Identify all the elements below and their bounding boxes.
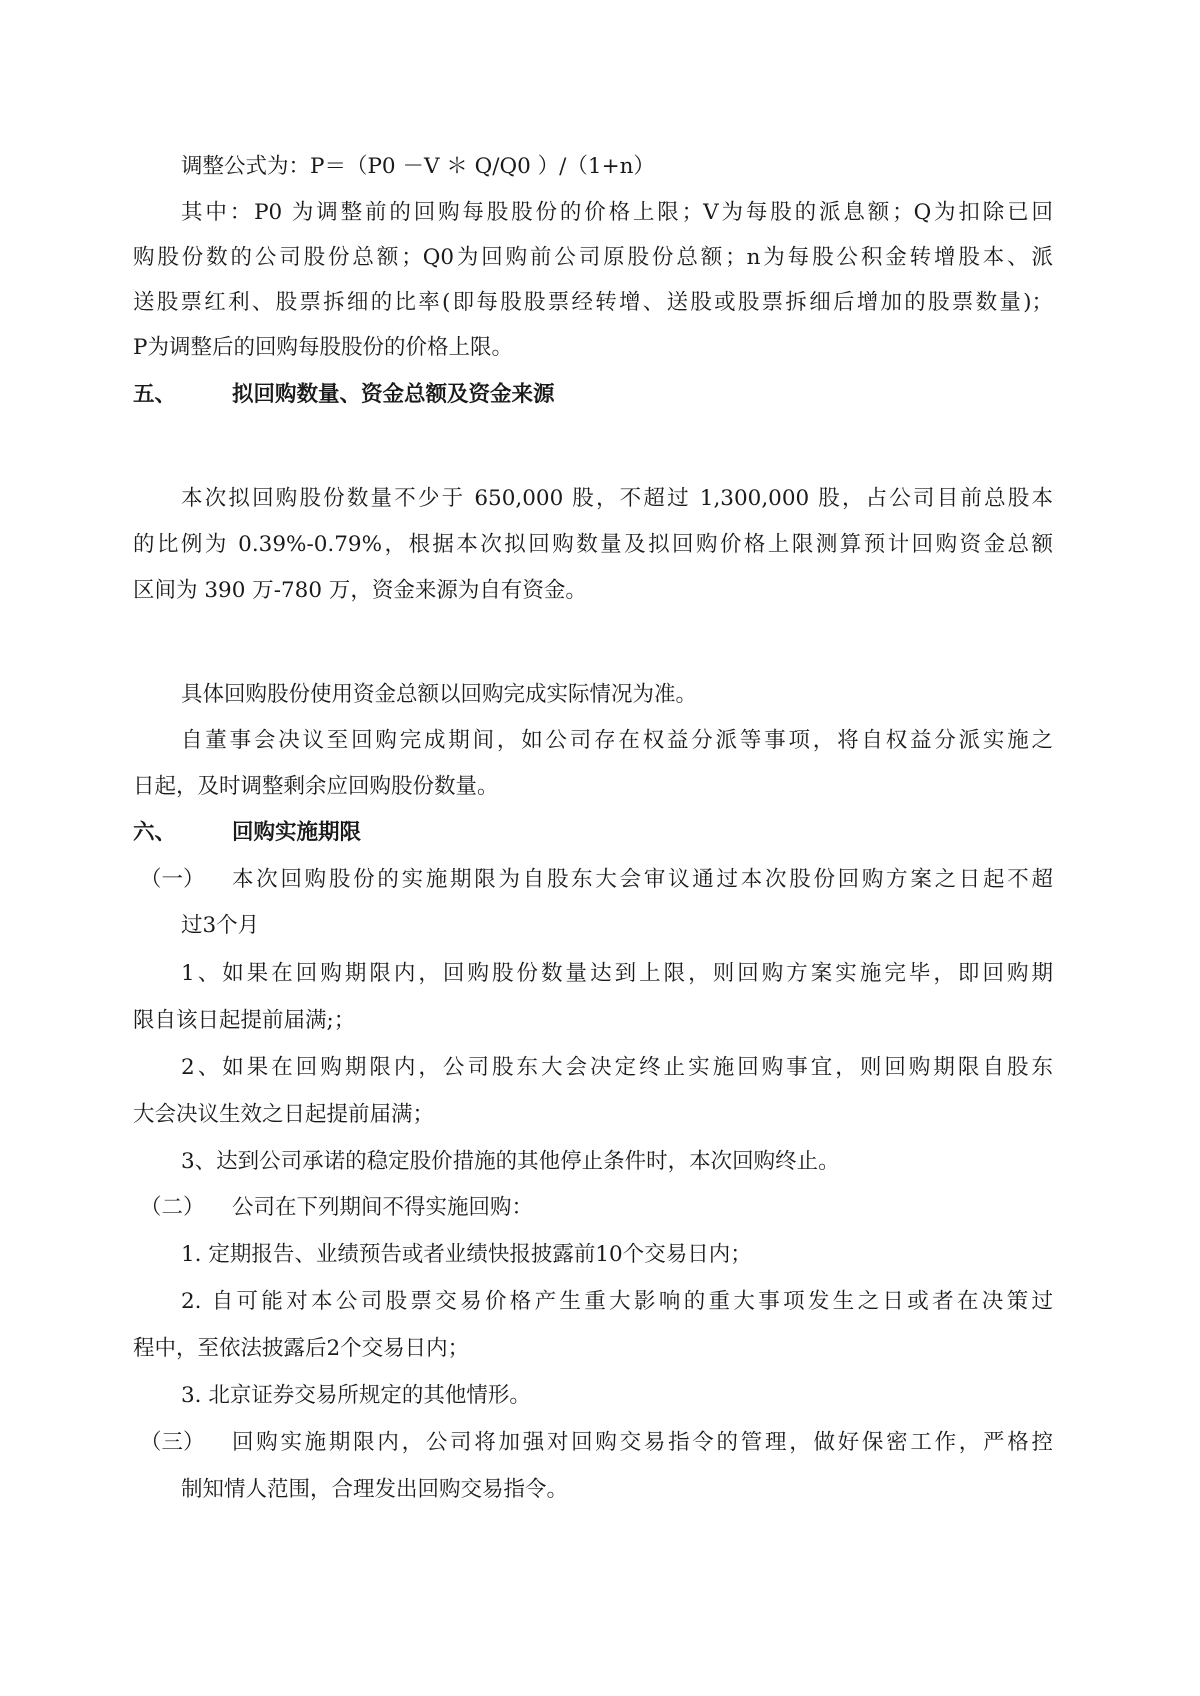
formula-line: 调整公式为：P＝（P0 －V ＊ Q/Q0 ）/（1+n）	[181, 154, 655, 179]
item2-number: （二）	[140, 1195, 205, 1220]
definitions-line-2: 购股份数的公司股份总额；Q0为回购前公司原股份总额；n为每股公积金转增股本、派	[133, 245, 1053, 270]
definitions-line-3: 送股票红利、股票拆细的比率(即每股股票经转增、送股或股票拆细后增加的股票数量)；	[133, 290, 1053, 315]
section5-para1-line-2: 的比例为 0.39%-0.79%，根据本次拟回购数量及拟回购价格上限测算预计回购资金总额	[133, 532, 1053, 557]
section5-title: 拟回购数量、资金总额及资金来源	[232, 382, 555, 407]
item1-sub1-line-1: 1、如果在回购期限内，回购股份数量达到上限，则回购方案实施完毕，即回购期	[181, 961, 1053, 986]
item2-text: 公司在下列期间不得实施回购：	[232, 1195, 534, 1220]
section6-title: 回购实施期限	[232, 820, 362, 845]
item1-sub2-line-1: 2、如果在回购期限内，公司股东大会决定终止实施回购事宜，则回购期限自股东	[181, 1055, 1053, 1080]
section5-para3-line-2: 日起，及时调整剩余应回购股份数量。	[133, 774, 499, 799]
item2-sub3: 3. 北京证券交易所规定的其他情形。	[181, 1383, 531, 1408]
item1-line-2: 过3个月	[181, 913, 260, 938]
section5-para2: 具体回购股份使用资金总额以回购完成实际情况为准。	[181, 682, 698, 707]
item3-line-2: 制知情人范围，合理发出回购交易指令。	[181, 1477, 569, 1502]
section5-para1-line-1: 本次拟回购股份数量不少于 650,000 股，不超过 1,300,000 股，占公司目前总股本	[181, 486, 1053, 511]
item2-sub2-line-1: 2. 自可能对本公司股票交易价格产生重大影响的重大事项发生之日或者在决策过	[181, 1289, 1053, 1314]
item1-number: （一）	[140, 867, 205, 892]
item1-line-1: 本次回购股份的实施期限为自股东大会审议通过本次股份回购方案之日起不超	[232, 867, 1053, 892]
item2-sub2-line-2: 程中，至依法披露后2个交易日内；	[133, 1336, 470, 1361]
item1-sub3: 3、达到公司承诺的稳定股价措施的其他停止条件时，本次回购终止。	[181, 1149, 840, 1174]
section6-number: 六、	[133, 820, 177, 845]
section5-number: 五、	[133, 382, 177, 407]
item1-sub1-line-2: 限自该日起提前届满;；	[133, 1008, 356, 1033]
item2-sub1: 1. 定期报告、业绩预告或者业绩快报披露前10个交易日内；	[181, 1242, 752, 1267]
item3-line-1: 回购实施期限内，公司将加强对回购交易指令的管理，做好保密工作，严格控	[232, 1430, 1053, 1455]
section5-para1-line-3: 区间为 390 万-780 万，资金来源为自有资金。	[133, 578, 587, 603]
item3-number: （三）	[140, 1430, 205, 1455]
definitions-line-4: P为调整后的回购每股股份的价格上限。	[133, 335, 513, 360]
item1-sub2-line-2: 大会决议生效之日起提前届满；	[133, 1102, 435, 1127]
section5-para3-line-1: 自董事会决议至回购完成期间，如公司存在权益分派等事项，将自权益分派实施之	[181, 728, 1053, 753]
definitions-line-1: 其中：P0 为调整前的回购每股股份的价格上限；V为每股的派息额；Q为扣除已回	[181, 200, 1053, 225]
